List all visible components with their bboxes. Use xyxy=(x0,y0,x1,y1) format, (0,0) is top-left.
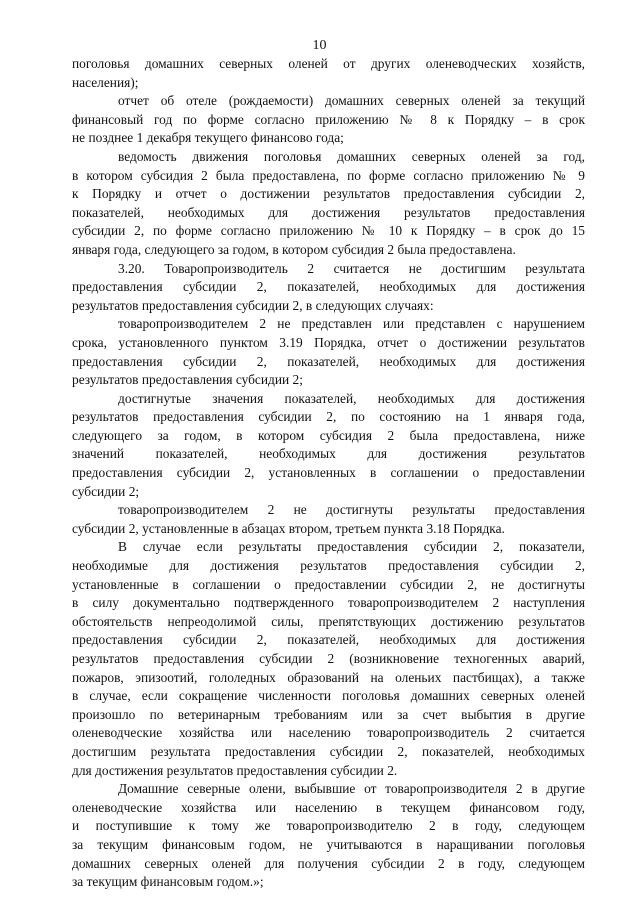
text-line: Домашние северные олени, выбывшие от товаропроизводителя 2 в другие xyxy=(118,781,585,797)
text-line: результатов предоставления субсидии 2; xyxy=(72,372,303,388)
text-line: за текущим финансовым годом.»; xyxy=(72,874,264,890)
document-body xyxy=(72,55,585,892)
text-line: субсидии 2, установленные в абзацах втором, третьем пункта 3.18 Порядка. xyxy=(72,520,505,536)
text-line: обстоятельств непреодолимой силы, препятствующих достижению результатов xyxy=(72,613,585,629)
text-line: предоставления субсидии 2, показателей, необходимых для достижения xyxy=(72,632,585,648)
text-line: результатов предоставления субсидии 2, в следующих случаях: xyxy=(72,297,434,313)
text-line: предоставления субсидии 2, показателей, необходимых для достижения xyxy=(72,279,585,295)
text-line: января года, следующего за годом, в котором субсидия 2 была предоставлена. xyxy=(72,241,516,257)
text-line: достигшим результата предоставления субсидии 2, показателей, необходимых xyxy=(72,743,585,759)
text-line: товаропроизводителем 2 не представлен или представлен с нарушением xyxy=(118,316,585,332)
text-line: предоставления субсидии 2, установленных в соглашении о предоставлении xyxy=(72,465,585,481)
text-line: к Порядку и отчет о достижении результатов предоставления субсидии 2, xyxy=(72,186,585,202)
text-line: субсидии 2; xyxy=(72,483,140,499)
text-line: не позднее 1 декабря текущего финансово года; xyxy=(72,130,344,146)
text-line: оленеводческие хозяйства или населению в текущем финансовом году, xyxy=(72,799,585,815)
text-line: значений показателей, необходимых для достижения результатов xyxy=(72,446,585,462)
text-line: показателей, необходимых для достижения результатов предоставления xyxy=(72,204,585,220)
text-line: В случае если результаты предоставления субсидии 2, показатели, xyxy=(118,539,585,555)
text-line: ведомость движения поголовья домашних северных оленей за год, xyxy=(118,148,585,164)
text-line: следующего за годом, в котором субсидия 2 была предоставлена, ниже xyxy=(72,427,585,443)
text-line: населения); xyxy=(72,74,139,90)
text-line: достигнутые значения показателей, необходимых для достижения xyxy=(118,390,585,406)
text-line: товаропроизводителем 2 не достигнуты результаты предоставления xyxy=(118,502,585,518)
text-line: результатов предоставления субсидии 2 (возникновение техногенных аварий, xyxy=(72,651,585,666)
text-line: в силу документально подтвержденного товаропроизводителем 2 наступления xyxy=(72,595,585,611)
page-number: 10 xyxy=(312,38,327,53)
text-line: и поступившие к тому же товаропроизводителю 2 в году, следующем xyxy=(72,818,585,834)
text-line: отчет об отеле (рождаемости) домашних северных оленей за текущий xyxy=(118,93,585,109)
text-line: домашних северных оленей для получения субсидии 2 в году, следующем xyxy=(72,855,585,871)
text-line: установленные в соглашении о предоставлении субсидии 2, не достигнуты xyxy=(72,576,585,592)
text-line: для достижения результатов предоставления субсидии 2. xyxy=(72,762,398,778)
text-line: пожаров, эпизоотий, гололедных образований на оленьих пастбищах), а также xyxy=(72,669,585,685)
text-line: результатов предоставления субсидии 2, по состоянию на 1 января года, xyxy=(72,409,585,425)
text-line: предоставления субсидии 2, показателей, необходимых для достижения xyxy=(72,353,585,369)
text-line: необходимые для достижения результатов предоставления субсидии 2, xyxy=(72,558,585,574)
text-line: субсидии 2, по форме согласно приложению № 10 к Порядку – в срок до 15 xyxy=(72,223,585,239)
text-line: срока, установленного пунктом 3.19 Порядка, отчет о достижении результатов xyxy=(72,334,585,350)
text-line: оленеводческие хозяйства или населению товаропроизводитель 2 считается xyxy=(72,725,585,741)
text-line: за текущим финансовым годом, не учитываются в наращивании поголовья xyxy=(72,836,585,852)
text-line: финансовый год по форме согласно приложению № 8 к Порядку – в срок xyxy=(72,111,585,127)
text-line: в случае, если сокращение численности поголовья домашних северных оленей xyxy=(72,688,585,704)
text-line: произошло по ветеринарным требованиям или за счет выбытия в другие xyxy=(72,706,585,722)
text-line: поголовья домашних северных оленей от других оленеводческих хозяйств, xyxy=(72,56,585,71)
text-line: 3.20. Товаропроизводитель 2 считается не достигшим результата xyxy=(118,260,585,276)
text-line: в котором субсидия 2 была предоставлена, по форме согласно приложению № 9 xyxy=(72,167,585,183)
